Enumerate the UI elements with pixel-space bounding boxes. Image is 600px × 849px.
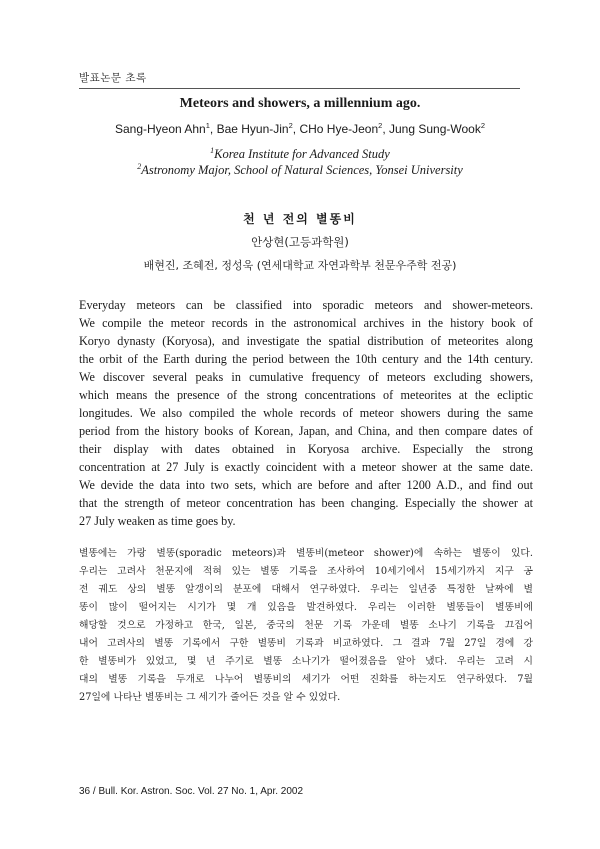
abstract-en-line: longitudes. We also compiled the whole records of meteor showers during the same: [79, 406, 533, 420]
author: CHo Hye-Jeon$^2$,: [299, 121, 389, 136]
abstract-kr-line: 우리는 고려사 천문지에 적혀 있는 별똥 기록을 조사하여 10세기에서 15세기까지 지구 공: [79, 566, 533, 577]
abstract-en-line: We devide the data into two sets, which are before and after 1200 A.D., and find out: [79, 478, 533, 492]
abstract-kr-line: 대의 별똥 기록을 두개로 나누어 별똥비의 세기가 어떤 진화를 하는지도 연구하였다. 7월: [79, 674, 533, 685]
abstract-en-line: their display with dates obtained in Koryosa archive. Especially the strong: [79, 442, 533, 456]
abstract-en-line: period from the history books of Korean, Japan, and China, and then compare dates of: [79, 424, 533, 438]
header-divider: [79, 88, 520, 89]
abstract-kr-line: 전 궤도 상의 별똥 알갱이의 분포에 대해서 연구하였다. 우리는 일년중 특정한 날짜에 별: [79, 584, 533, 595]
author: Bae Hyun-Jin$^2$,: [216, 121, 300, 136]
affiliation: $^2$Astronomy Major, School of Natural Sciences, Yonsei University: [137, 162, 463, 178]
abstract-en-line: 27 July weaken as time goes by.: [79, 514, 236, 528]
abstract-kr-line: 27일에 나타난 별똥비는 그 세기가 줄어든 것을 알 수 있었다.: [79, 692, 341, 703]
abstract-kr-line: 해당할 것으로 가정하고 한국, 일본, 중국의 천문 기록 가운데 별똥 소나기 기록을 끄집어: [79, 620, 533, 631]
abstract-en-line: the orbit of the Earth during the period between the 10th century and the 14th century.: [79, 352, 533, 366]
abstract-kr-line: 별똥에는 가랑 별똥(sporadic meteors)과 별똥비(meteor shower)에 속하는 별똥이 있다.: [79, 548, 533, 559]
author: Jung Sung-Wook$^2$: [389, 121, 486, 136]
author-kr: 배현진, 조혜전, 정성욱 (연세대학교 자연과학부 천문우주학 전공): [143, 259, 457, 272]
paper-title-kr: 천 년 전의 별똥비: [243, 212, 357, 226]
author-kr: 안상현(고등과학원): [251, 235, 349, 249]
abstract-kr-line: 똥이 많이 떨어지는 시기가 몇 개 있음을 발견하였다. 우리는 이러한 별똥들이 별똥비에: [79, 602, 533, 613]
abstract-en-line: that the strength of meteor concentration has been changing. Especially the shower at: [79, 496, 533, 510]
abstract-en-line: concentration at 27 July is exactly coincident with a meteor shower at the same date.: [79, 460, 533, 474]
author: Sang-Hyeon Ahn$^1$,: [114, 121, 217, 136]
section-label: 발표논문 초록: [79, 72, 147, 84]
affiliation: $^1$Korea Institute for Advanced Study: [210, 146, 390, 162]
abstract-en-line: which means the presence of the strong concentrations of meteorites at the ecliptic: [79, 388, 533, 402]
abstract-kr-line: 한 별똥비가 있었고, 몇 년 주기로 별똥 소나기가 떨어졌음을 알아 냈다. 우리는 고려 시: [79, 656, 533, 667]
abstract-en-line: Everyday meteors can be classified into sporadic meteors and shower-meteors.: [79, 298, 533, 312]
authors-en: [0, 121, 600, 136]
abstract-en-line: Koryo dynasty (Koryosa), and investigate the spatial distribution of meteorites along: [79, 334, 533, 348]
abstract-en-line: We discover several peaks in cumulative frequency of meteors excluding showers,: [79, 370, 533, 384]
abstract-kr-line: 내어 고려사의 별똥 기록에서 구한 별똥비 기록과 비교하였다. 그 결과 7월 27일 경에 강: [79, 638, 533, 649]
paper-title-en: Meteors and showers, a millennium ago.: [179, 96, 421, 111]
page-footer: 36 / Bull. Kor. Astron. Soc. Vol. 27 No. 1, Apr. 2002: [79, 786, 304, 797]
abstract-en-line: We compile the meteor records in the astronomical archives in the history book of: [79, 316, 533, 330]
